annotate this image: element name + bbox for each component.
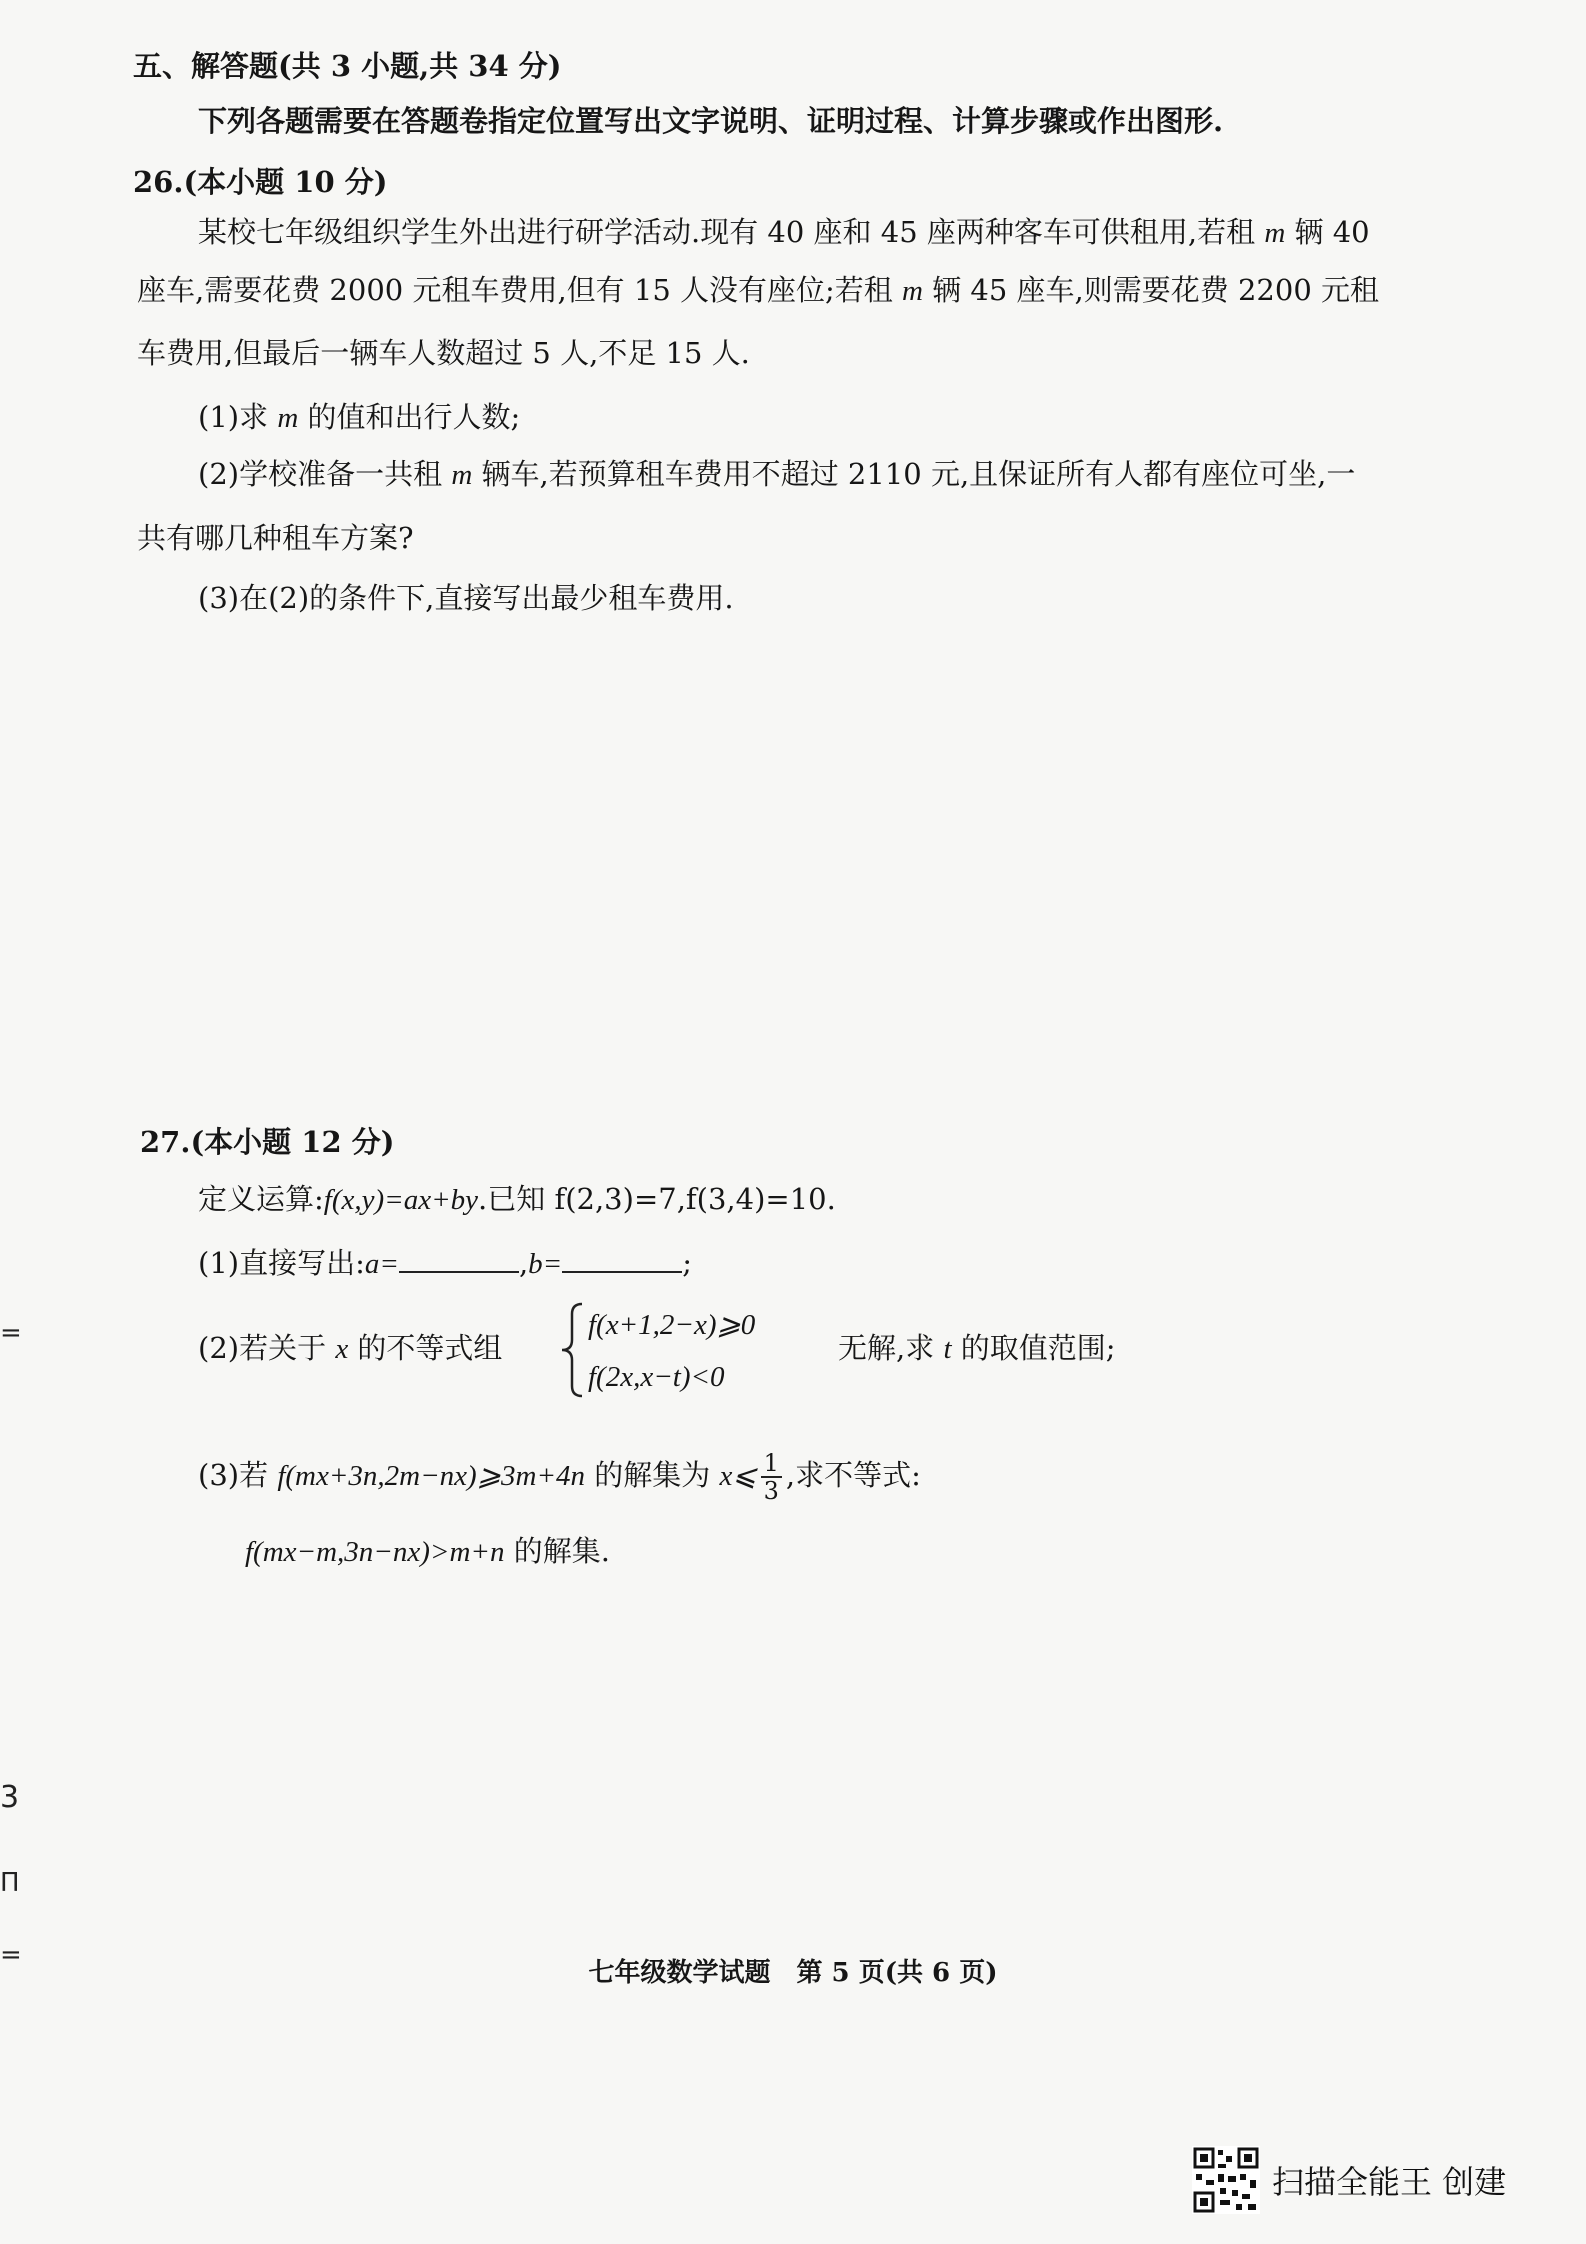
- q26-subquestion-2: (2)学校准备一共租 m 辆车,若预算租车费用不超过 2110 元,且保证所有人都有座位可坐,一: [198, 457, 1356, 491]
- q27-definition: 定义运算:f(x,y)=ax+by.已知 f(2,3)=7,f(3,4)=10.: [198, 1182, 836, 1216]
- q26-paragraph-line1: 某校七年级组织学生外出进行研学活动.现有 40 座和 45 座两种客车可供租用,若租 m 辆 40: [198, 215, 1370, 249]
- inequality-2: f(2x,x−t)<0: [588, 1361, 725, 1393]
- inequality-system: [558, 1300, 858, 1400]
- edge-mark: 3: [0, 1780, 20, 1815]
- q26-subquestion-2-cont: 共有哪几种租车方案?: [137, 521, 414, 555]
- q26-paragraph-line2: 座车,需要花费 2000 元租车费用,但有 15 人没有座位;若租 m 辆 45 座车,则需要花费 2200 元租: [137, 273, 1379, 307]
- q27-subquestion-1: (1)直接写出:a= ,b= ;: [198, 1246, 693, 1280]
- page-footer: 七年级数学试题 第 5 页(共 6 页): [588, 1958, 998, 1988]
- edge-mark: =: [0, 1940, 22, 1970]
- q26-subquestion-3: (3)在(2)的条件下,直接写出最少租车费用.: [198, 581, 734, 615]
- q26-paragraph-line3: 车费用,但最后一辆车人数超过 5 人,不足 15 人.: [137, 336, 750, 370]
- scanner-watermark: [1192, 2145, 1506, 2215]
- inequality-1: f(x+1,2−x)⩾0: [588, 1309, 756, 1341]
- section-instruction: 下列各题需要在答题卷指定位置写出文字说明、证明过程、计算步骤或作出图形.: [198, 104, 1224, 138]
- watermark-text: 扫描全能王 创建: [1272, 2163, 1507, 2201]
- q27-header: 27.(本小题 12 分): [140, 1125, 395, 1159]
- qr-code-icon: [1192, 2146, 1260, 2214]
- answer-blank-b[interactable]: [562, 1245, 682, 1273]
- edge-mark: =: [0, 1318, 22, 1348]
- q27-subquestion-3-cont: f(mx−m,3n−nx)>m+n 的解集.: [245, 1534, 610, 1568]
- edge-mark: Π: [0, 1868, 20, 1898]
- left-brace-icon: [558, 1300, 588, 1400]
- q26-subquestion-1: (1)求 m 的值和出行人数;: [198, 400, 521, 434]
- fraction-one-third: $\frac{1}{3}$: [761, 1450, 782, 1504]
- q27-subquestion-2-lead: (2)若关于 x 的不等式组: [198, 1331, 503, 1365]
- q26-header: 26.(本小题 10 分): [133, 165, 388, 199]
- q27-subquestion-2-tail: 无解,求 t 的取值范围;: [838, 1331, 1116, 1365]
- section-title: 五、解答题(共 3 小题,共 34 分): [133, 49, 562, 83]
- q27-subquestion-3: (3)若 f(mx+3n,2m−nx)⩾3m+4n 的解集为 x⩽ $\frac{1}{3}$ ,求不等式:: [198, 1449, 921, 1505]
- answer-blank-a[interactable]: [399, 1245, 519, 1273]
